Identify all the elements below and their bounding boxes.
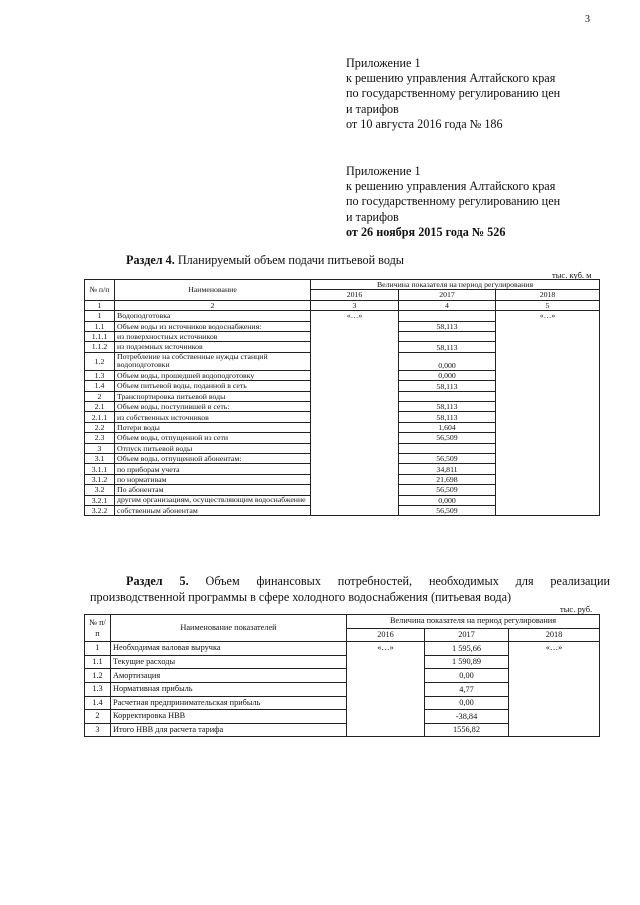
value-2017: 56,509 — [399, 506, 496, 516]
row-number: 2.2 — [85, 422, 115, 432]
section-4-title — [126, 253, 404, 268]
row-name: по нормативам — [115, 474, 311, 484]
col-number: 5 — [496, 300, 600, 310]
row-number: 1.1 — [85, 655, 111, 669]
row-number: 1 — [85, 311, 115, 321]
section-5-unit: тыс. руб. — [560, 604, 593, 614]
row-number: 3.2 — [85, 485, 115, 495]
row-name: Амортизация — [111, 669, 347, 683]
appendix-line: по государственному регулированию цен — [346, 194, 561, 209]
row-name: другим организациям, осуществляющим водоснабжение — [115, 495, 311, 505]
value-2017 — [399, 331, 496, 341]
header-year: 2016 — [347, 628, 425, 642]
section-5-table — [84, 614, 600, 737]
row-number: 3.1 — [85, 454, 115, 464]
table-row — [85, 311, 600, 321]
header-year: 2018 — [509, 628, 600, 642]
appendix-line: и тарифов — [346, 209, 399, 224]
appendix-line: и тарифов — [346, 101, 399, 116]
row-name: Корректировка НВВ — [111, 710, 347, 724]
placeholder-2018: «…» — [496, 311, 600, 516]
value-2017: 21,698 — [399, 474, 496, 484]
row-name: Объем воды, прошедшей водоподготовку — [115, 370, 311, 380]
value-2017 — [399, 443, 496, 453]
value-2017: 58,113 — [399, 321, 496, 331]
header-period: Величина показателя на период регулирования — [347, 615, 600, 629]
row-number: 3 — [85, 723, 111, 737]
value-2017: -38,84 — [425, 710, 509, 724]
row-name: Отпуск питьевой воды — [115, 443, 311, 453]
row-name: Итого НВВ для расчета тарифа — [111, 723, 347, 737]
value-2017: 58,113 — [399, 402, 496, 412]
page-number: 3 — [585, 14, 590, 25]
placeholder-2018: «…» — [509, 642, 600, 737]
header-num: № п/п — [85, 615, 111, 642]
row-number: 1.3 — [85, 682, 111, 696]
header-name: Наименование — [115, 280, 311, 301]
row-name: По абонентам — [115, 485, 311, 495]
value-2017: 58,113 — [399, 342, 496, 352]
table-row — [85, 642, 600, 656]
row-number: 3.2.1 — [85, 495, 115, 505]
row-name: из собственных источников — [115, 412, 311, 422]
row-name: Потребление на собственные нужды станций водоподготовки — [115, 352, 311, 370]
row-number: 1.3 — [85, 370, 115, 380]
col-number: 1 — [85, 300, 115, 310]
row-name: Объем воды, отпущенной из сети — [115, 433, 311, 443]
section-5-title-text: Объем финансовых потребностей, необходимых для реализации производственной программы в сфере холодного водоснабжения (питьевая вода) — [90, 574, 610, 604]
row-name: Потери воды — [115, 422, 311, 432]
section-4-unit: тыс. куб. м — [552, 270, 592, 280]
appendix-line: Приложение 1 — [346, 164, 421, 178]
value-2017: 1 595,66 — [425, 642, 509, 656]
row-name: Расчетная предпринимательская прибыль — [111, 696, 347, 710]
value-2017: 58,113 — [399, 412, 496, 422]
row-name: Транспортировка питьевой воды — [115, 391, 311, 401]
appendix-line: к решению управления Алтайского края — [346, 71, 556, 86]
section-4-table — [84, 279, 600, 516]
row-name: по приборам учета — [115, 464, 311, 474]
row-number: 3.1.2 — [85, 474, 115, 484]
section-5-title-bold: Раздел 5. — [126, 574, 189, 588]
section-4-title-bold: Раздел 4. — [126, 253, 175, 267]
value-2017: 56,509 — [399, 485, 496, 495]
row-number: 1.2 — [85, 669, 111, 683]
col-number: 4 — [399, 300, 496, 310]
placeholder-2016: «…» — [311, 311, 399, 516]
header-num: № п/п — [85, 280, 115, 301]
value-2017: 0,000 — [399, 370, 496, 380]
row-number: 1.4 — [85, 381, 115, 391]
row-number: 1.2 — [85, 352, 115, 370]
row-name: Объем питьевой воды, поданной в сеть — [115, 381, 311, 391]
value-2017: 0,000 — [399, 352, 496, 370]
row-name: Нормативная прибыль — [111, 682, 347, 696]
appendix-line: по государственному регулированию цен — [346, 86, 561, 101]
col-number: 3 — [311, 300, 399, 310]
appendix-line: к решению управления Алтайского края — [346, 179, 556, 194]
value-2017 — [399, 391, 496, 401]
value-2017: 0,000 — [399, 495, 496, 505]
row-number: 3 — [85, 443, 115, 453]
header-year: 2017 — [425, 628, 509, 642]
row-name: Объем воды из источников водоснабжения: — [115, 321, 311, 331]
row-name: Объем воды, поступившей в сеть: — [115, 402, 311, 412]
value-2017: 1,604 — [399, 422, 496, 432]
header-year: 2016 — [311, 290, 399, 300]
header-year: 2018 — [496, 290, 600, 300]
row-number: 1.1 — [85, 321, 115, 331]
row-name: Текущие расходы — [111, 655, 347, 669]
row-number: 2 — [85, 710, 111, 724]
section-5-title — [90, 574, 610, 605]
value-2017: 56,509 — [399, 454, 496, 464]
value-2017 — [399, 311, 496, 321]
row-number: 1.1.2 — [85, 342, 115, 352]
row-number: 1.1.1 — [85, 331, 115, 341]
appendix-header-1 — [346, 56, 616, 132]
appendix-header-2 — [346, 164, 616, 240]
appendix-line: Приложение 1 — [346, 56, 421, 70]
row-name: собственным абонентам — [115, 506, 311, 516]
row-name: Объем воды, отпущенной абонентам: — [115, 454, 311, 464]
row-number: 3.2.2 — [85, 506, 115, 516]
row-name: Необходимая валовая выручка — [111, 642, 347, 656]
row-number: 2 — [85, 391, 115, 401]
row-name: из поверхностных источников — [115, 331, 311, 341]
value-2017: 0,00 — [425, 669, 509, 683]
appendix-date: от 26 ноября 2015 года № 526 — [346, 224, 506, 239]
appendix-date: от 10 августа 2016 года № 186 — [346, 116, 503, 131]
row-number: 2.3 — [85, 433, 115, 443]
row-number: 3.1.1 — [85, 464, 115, 474]
header-name: Наименование показателей — [111, 615, 347, 642]
placeholder-2016: «…» — [347, 642, 425, 737]
section-4-title-text: Планируемый объем подачи питьевой воды — [174, 253, 404, 267]
value-2017: 56,509 — [399, 433, 496, 443]
row-number: 2.1.1 — [85, 412, 115, 422]
value-2017: 4,77 — [425, 682, 509, 696]
value-2017: 58,113 — [399, 381, 496, 391]
value-2017: 1 590,89 — [425, 655, 509, 669]
value-2017: 0,00 — [425, 696, 509, 710]
row-name: из подземных источников — [115, 342, 311, 352]
header-period: Величина показателя на период регулирования — [311, 280, 600, 290]
col-number: 2 — [115, 300, 311, 310]
row-number: 1.4 — [85, 696, 111, 710]
row-number: 1 — [85, 642, 111, 656]
header-year: 2017 — [399, 290, 496, 300]
row-name: Водоподготовка — [115, 311, 311, 321]
value-2017: 1556,82 — [425, 723, 509, 737]
row-number: 2.1 — [85, 402, 115, 412]
value-2017: 34,811 — [399, 464, 496, 474]
